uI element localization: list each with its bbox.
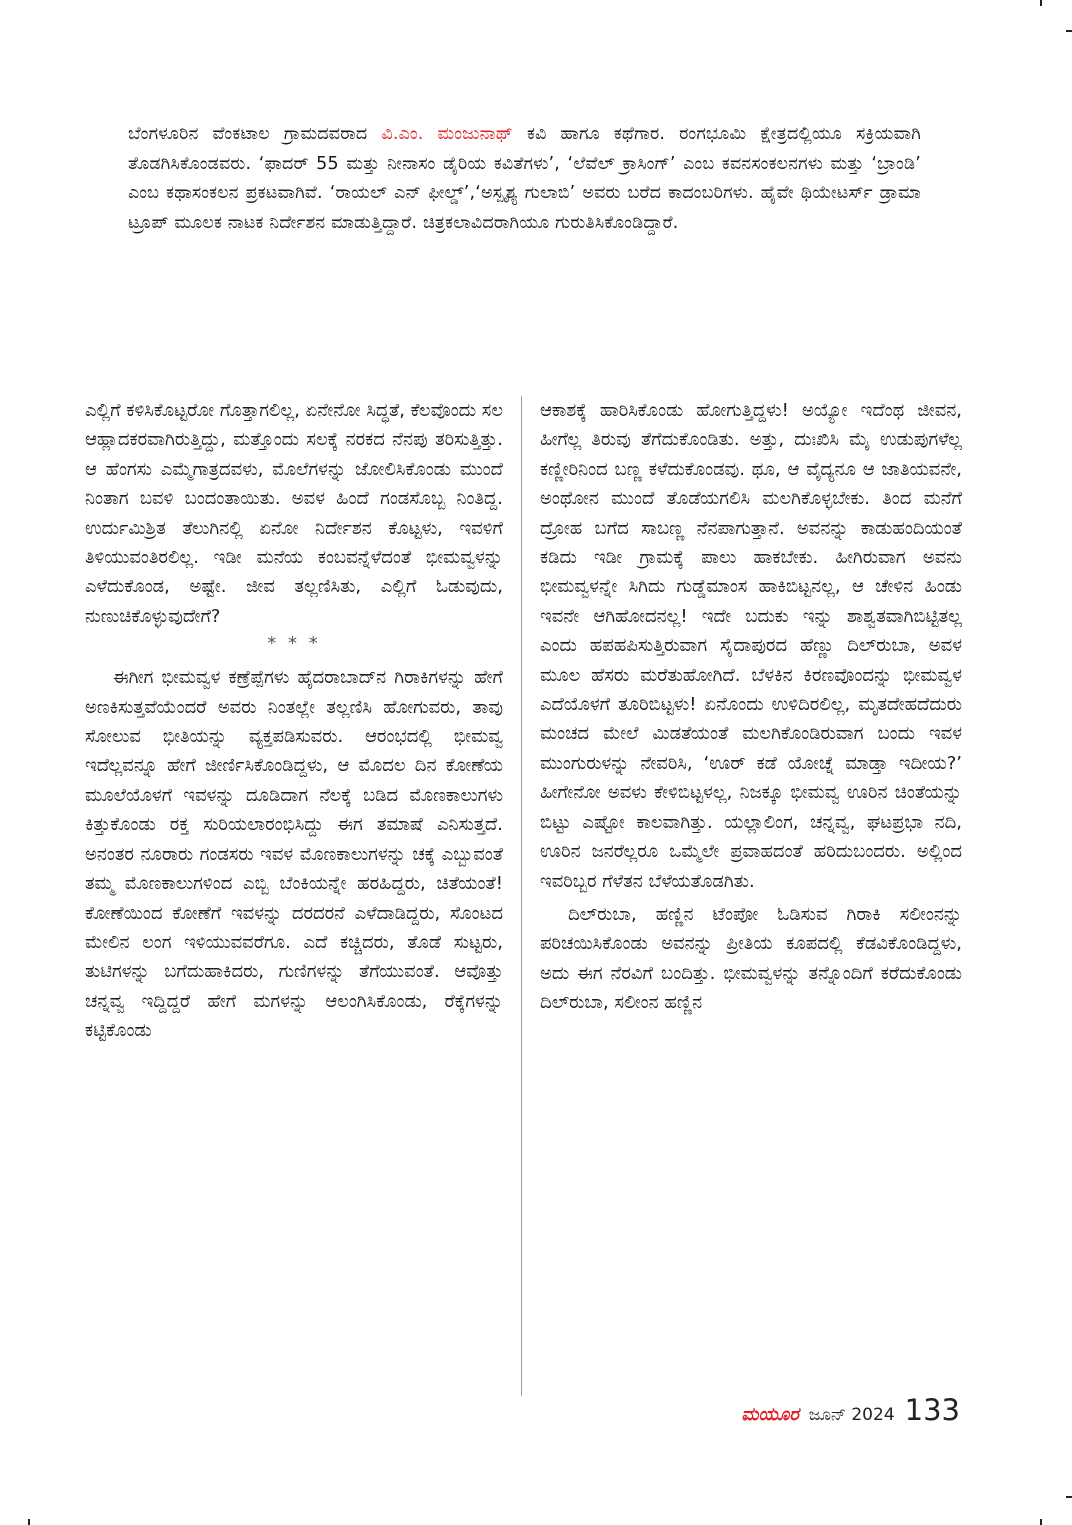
crop-mark-bottom-left — [28, 1519, 30, 1525]
magazine-logo: ಮಯೂರ — [741, 1404, 799, 1425]
article-right-column — [540, 396, 962, 1018]
paragraph: ಎಲ್ಲಿಗೆ ಕಳಿಸಿಕೊಟ್ಟರೋ ಗೊತ್ತಾಗಲಿಲ್ಲ, ಏನೇನೋ ಸಿದ್ಧತೆ, ಕೆಲವೊಂದು ಸಲ ಆಹ್ಲಾದಕರವಾಗಿರುತ್ತಿದ್ದು, ಮತ್ತೊಂದು ಸಲಕ್ಕೆ ನರಕದ ನೆನಪು ತರಿಸುತ್ತಿತ್ತು. ಆ ಹೆಂಗಸು ಎಮ್ಮೆಗಾತ್ರದವಳು, ಮೊಲೆಗಳನ್ನು ಜೋಲಿಸಿಕೊಂಡು ಮುಂದೆ ನಿಂತಾಗ ಬವಳಿ ಬಂದಂತಾಯಿತು. ಅವಳ ಹಿಂದೆ ಗಂಡಸೊಬ್ಬ ನಿಂತಿದ್ದ. ಉರ್ದುಮಿಶ್ರಿತ ತೆಲುಗಿನಲ್ಲಿ ಏನೋ ನಿರ್ದೇಶನ ಕೊಟ್ಟಳು, ಇವಳಿಗೆ ತಿಳಿಯುವಂತಿರಲಿಲ್ಲ. ಇಡೀ ಮನೆಯ ಕಂಬವನ್ನೆಳೆದಂತೆ ಭೀಮವ್ವಳನ್ನು ಎಳೆದುಕೊಂಡ, ಅಷ್ಟೇ. ಜೀವ ತಲ್ಲಣಿಸಿತು, ಎಲ್ಲಿಗೆ ಓಡುವುದು, ನುಣುಚಿಕೊಳ್ಳುವುದೇಗೆ? — [85, 400, 503, 627]
crop-mark-bottom-right-h — [1066, 1496, 1072, 1498]
section-separator: * * * — [267, 633, 321, 655]
author-name: ವಿ.ಎಂ. ಮಂಜುನಾಥ್ — [381, 124, 513, 144]
paragraph: ಆಕಾಶಕ್ಕೆ ಹಾರಿಸಿಕೊಂಡು ಹೋಗುತ್ತಿದ್ದಳು! ಅಯ್ಯೋ ಇದೆಂಥ ಜೀವನ, ಹೀಗೆಲ್ಲ ತಿರುವು ತೆಗೆದುಕೊಂಡಿತು. ಅತ್ತು, ದುಃಖಿಸಿ ಮೈ ಉಡುಪುಗಳೆಲ್ಲ ಕಣ್ಣೀರಿನಿಂದ ಬಣ್ಣ ಕಳೆದುಕೊಂಡವು. ಥೂ, ಆ ವೈದ್ಯನೂ ಆ ಜಾತಿಯವನೇ, ಅಂಥೋನ ಮುಂದೆ ತೊಡೆಯಗಲಿಸಿ ಮಲಗಿಕೊಳ್ಳಬೇಕು. ತಿಂದ ಮನೆಗೆ ದ್ರೋಹ ಬಗೆದ ಸಾಬಣ್ಣ ನೆನಪಾಗುತ್ತಾನೆ. ಅವನನ್ನು ಕಾಡುಹಂದಿಯಂತೆ ಕಡಿದು ಇಡೀ ಗ್ರಾಮಕ್ಕೆ ಪಾಲು ಹಾಕಬೇಕು. ಹೀಗಿರುವಾಗ ಅವನು ಭೀಮವ್ವಳನ್ನೇ ಸಿಗಿದು ಗುಡ್ಡೆಮಾಂಸ ಹಾಕಿಬಿಟ್ಟನಲ್ಲ, ಆ ಚೇಳಿನ ಹಿಂಡು ಇವನೇ ಆಗಿಹೋದನಲ್ಲ! ಇದೇ ಬದುಕು ಇನ್ನು ಶಾಶ್ವತವಾಗಿಬಿಟ್ಟಿತಲ್ಲ ಎಂದು ಹಪಹಪಿಸುತ್ತಿರುವಾಗ ಸೈದಾಪುರದ ಹೆಣ್ಣು ದಿಲ್‌ರುಬಾ, ಅವಳ ಮೂಲ ಹೆಸರು ಮರೆತುಹೋಗಿದೆ. ಬೆಳಕಿನ ಕಿರಣವೊಂದನ್ನು ಭೀಮವ್ವಳ ಎದೆಯೊಳಗೆ ತೂರಿಬಿಟ್ಟಳು! ಏನೊಂದು ಉಳಿದಿರಲಿಲ್ಲ, ಮೃತದೇಹದೆದುರು ಮಂಚದ ಮೇಲೆ ಮಿಡತೆಯಂತೆ ಮಲಗಿಕೊಂಡಿರುವಾಗ ಬಂದು ಇವಳ ಮುಂಗುರುಳನ್ನು ನೇವರಿಸಿ, ‘ಊರ್ ಕಡೆ ಯೋಚ್ನೆ ಮಾಡ್ತಾ ಇದೀಯ?’ ಹೀಗೇನೋ ಅವಳು ಕೇಳಿಬಿಟ್ಟಳಲ್ಲ, ನಿಜಕ್ಕೂ ಭೀಮವ್ವ ಊರಿನ ಚಿಂತೆಯನ್ನು ಬಿಟ್ಟು ಎಷ್ಟೋ ಕಾಲವಾಗಿತ್ತು. ಯಲ್ಲಾಲಿಂಗ, ಚನ್ನವ್ವ, ಘಟಪ್ರಭಾ ನದಿ, ಊರಿನ ಜನರೆಲ್ಲರೂ ಒಮ್ಮೆಲೇ ಪ್ರವಾಹದಂತೆ ಹರಿದುಬಂದರು. ಅಲ್ಲಿಂದ ಇವರಿಬ್ಬರ ಗೆಳೆತನ ಬೆಳೆಯತೊಡಗಿತು. — [540, 400, 962, 892]
bio-intro-text: ಬೆಂಗಳೂರಿನ ವೆಂಕಟಾಲ ಗ್ರಾಮದವರಾದ — [128, 124, 382, 144]
paragraph: ದಿಲ್‌ರುಬಾ, ಹಣ್ಣಿನ ಟೆಂಪೋ ಓಡಿಸುವ ಗಿರಾಕಿ ಸಲೀಂನನ್ನು ಪರಿಚಯಿಸಿಕೊಂಡು ಅವನನ್ನು ಪ್ರೀತಿಯ ಕೂಪದಲ್ಲಿ ಕೆಡವಿಕೊಂಡಿದ್ದಳು, ಅದು ಈಗ ನೆರವಿಗೆ ಬಂದಿತ್ತು. ಭೀಮವ್ವಳನ್ನು ತನ್ನೊಂದಿಗೆ ಕರೆದುಕೊಂಡು ದಿಲ್‌ರುಬಾ, ಸಲೀಂನ ಹಣ್ಣಿನ — [540, 903, 962, 1014]
crop-mark-top-right — [1040, 0, 1042, 6]
author-bio — [128, 120, 921, 238]
page-number: 133 — [904, 1393, 960, 1427]
page-footer — [741, 1393, 960, 1427]
column-divider — [521, 396, 522, 1396]
article-left-column — [85, 396, 503, 1046]
crop-mark-top-right-h — [1066, 30, 1072, 32]
crop-mark-bottom-right — [1040, 1519, 1042, 1525]
bio-body-text: ಕವಿ ಹಾಗೂ ಕಥೆಗಾರ. ರಂಗಭೂಮಿ ಕ್ಷೇತ್ರದಲ್ಲಿಯೂ ಸಕ್ರಿಯವಾಗಿ ತೊಡಗಿಸಿಕೊಂಡವರು. ‘ಫಾದರ್ 55 ಮತ್ತು ನೀನಾಸಂ ಡೈರಿಯ ಕವಿತೆಗಳು’, ‘ಲೆವೆಲ್ ಕ್ರಾಸಿಂಗ್’ ಎಂಬ ಕವನಸಂಕಲನಗಳು ಮತ್ತು ‘ಬ್ರಾಂಡಿ’ ಎಂಬ ಕಥಾಸಂಕಲನ ಪ್ರಕಟವಾಗಿವೆ. ‘ರಾಯಲ್ ಎನ್ ಫೀಲ್ಡ್’,‘ಅಸ್ಪೃಶ್ಯ ಗುಲಾಬಿ’ ಅವರು ಬರೆದ ಕಾದಂಬರಿಗಳು. ಹೈವೇ ಥಿಯೇಟರ್ಸ್ ಡ್ರಾಮಾ ಟ್ರೂಪ್ ಮೂಲಕ ನಾಟಕ ನಿರ್ದೇಶನ ಮಾಡುತ್ತಿದ್ದಾರೆ. ಚಿತ್ರಕಲಾವಿದರಾಗಿಯೂ ಗುರುತಿಸಿಕೊಂಡಿದ್ದಾರೆ. — [128, 124, 921, 233]
paragraph: ಈಗೀಗ ಭೀಮವ್ವಳ ಕಣ್ರೆಪ್ಪೆಗಳು ಹೈದರಾಬಾದ್‌ನ ಗಿರಾಕಿಗಳನ್ನು ಹೇಗೆ ಅಣಕಿಸುತ್ತವೆಯೆಂದರೆ ಅವರು ನಿಂತಲ್ಲೇ ತಲ್ಲಣಿಸಿ ಹೋಗುವರು, ತಾವು ಸೋಲುವ ಭೀತಿಯನ್ನು ವ್ಯಕ್ತಪಡಿಸುವರು. ಆರಂಭದಲ್ಲಿ ಭೀಮವ್ವ ಇದೆಲ್ಲವನ್ನೂ ಹೇಗೆ ಜೀರ್ಣಿಸಿಕೊಂಡಿದ್ದಳು, ಆ ಮೊದಲ ದಿನ ಕೋಣೆಯ ಮೂಲೆಯೊಳಗೆ ಇವಳನ್ನು ದೂಡಿದಾಗ ನೆಲಕ್ಕೆ ಬಡಿದ ಮೊಣಕಾಲುಗಳು ಕಿತ್ತುಕೊಂಡು ರಕ್ತ ಸುರಿಯಲಾರಂಭಿಸಿದ್ದು ಈಗ ತಮಾಷೆ ಎನಿಸುತ್ತದೆ. ಅನಂತರ ನೂರಾರು ಗಂಡಸರು ಇವಳ ಮೊಣಕಾಲುಗಳನ್ನು ಚಕ್ಕೆ ಎಬ್ಬುವಂತೆ ತಮ್ಮ ಮೊಣಕಾಲುಗಳಿಂದ ಎಬ್ಬಿ ಬೆಂಕಿಯನ್ನೇ ಹರಹಿದ್ದರು, ಚಿತೆಯಂತೆ! ಕೋಣೆಯಿಂದ ಕೋಣೆಗೆ ಇವಳನ್ನು ದರದರನೆ ಎಳೆದಾಡಿದ್ದರು, ಸೊಂಟದ ಮೇಲಿನ ಲಂಗ ಇಳಿಯುವವರೆಗೂ. ಎದೆ ಕಚ್ಚಿದರು, ತೊಡೆ ಸುಟ್ಟರು, ತುಟಿಗಳನ್ನು ಬಗೆದುಹಾಕಿದರು, ಗುಣಿಗಳನ್ನು ತೆಗೆಯುವಂತೆ. ಆವೊತ್ತು ಚನ್ನವ್ವ ಇದ್ದಿದ್ದರೆ ಹೇಗೆ ಮಗಳನ್ನು ಆಲಂಗಿಸಿಕೊಂಡು, ರೆಕ್ಕೆಗಳನ್ನು ಕಟ್ಟಿಕೊಂಡು — [85, 667, 503, 1042]
issue-date: ಜೂನ್ 2024 — [808, 1405, 895, 1425]
